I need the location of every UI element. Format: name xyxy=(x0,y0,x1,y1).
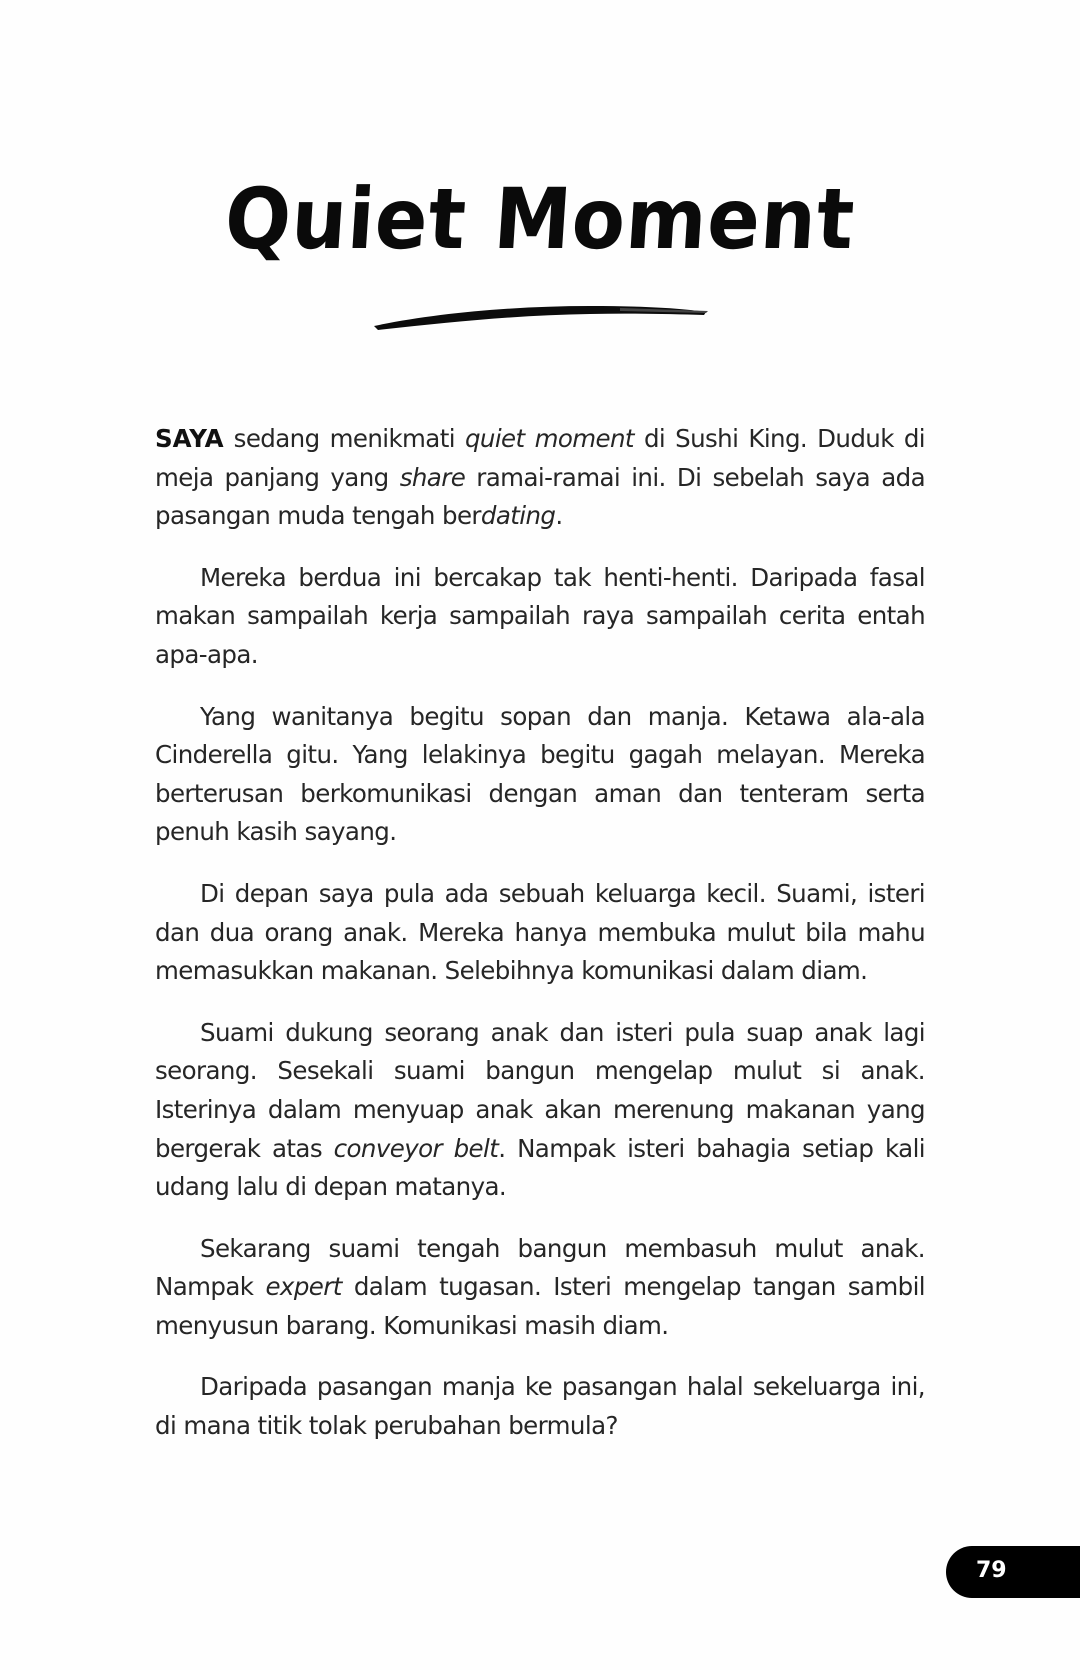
brush-underline-icon xyxy=(370,296,710,332)
page-number: 79 xyxy=(976,1558,1007,1583)
paragraph xyxy=(155,1368,925,1445)
text-run: Daripada pasangan manja ke pasangan halal sekeluarga ini, di mana titik tolak perubahan bermula? xyxy=(155,1372,925,1441)
text-run: Yang wanitanya begitu sopan dan manja. Ketawa ala-ala Cinderella gitu. Yang lelakinya begitu gagah melayan. Mereka berterusan berkomunikasi dengan aman dan tenteram serta penuh kasih sayang. xyxy=(155,701,925,847)
text-run: Suami dukung seorang anak dan isteri pula suap anak lagi seorang. Sesekali suami bangun mengelap mulut si anak. Isterinya dalam menyuap anak akan merenung makanan yang bergerak atas xyxy=(155,1017,925,1163)
paragraph xyxy=(155,875,925,991)
page-number-badge xyxy=(946,1546,1080,1598)
italic-term: share xyxy=(399,462,466,492)
text-run: ramai-ramai ini. Di sebelah saya ada pasangan muda tengah ber xyxy=(155,462,925,531)
text-run: . Nampak isteri bahagia setiap kali udang lalu di depan matanya. xyxy=(155,1133,925,1202)
paragraph xyxy=(155,420,925,536)
italic-term: quiet moment xyxy=(464,424,634,453)
chapter-title: Quiet Moment xyxy=(222,170,858,268)
lead-in-word: SAYA xyxy=(155,424,224,453)
paragraph xyxy=(155,559,925,675)
text-run: di Sushi King. Duduk di meja panjang yang xyxy=(155,424,925,492)
text-run: Mereka berdua ini bercakap tak henti-henti. Daripada fasal makan sampailah kerja sampailah raya sampailah cerita entah apa-apa. xyxy=(155,562,925,669)
italic-term: conveyor belt xyxy=(333,1133,499,1163)
italic-term: expert xyxy=(265,1272,342,1302)
chapter-body xyxy=(155,420,925,1469)
text-run: Sekarang suami tengah bangun membasuh mulut anak. Nampak xyxy=(155,1233,925,1302)
paragraph xyxy=(155,1014,925,1207)
paragraph xyxy=(155,1230,925,1346)
text-run: sedang menikmati xyxy=(223,424,465,453)
paragraph xyxy=(155,698,925,852)
text-run: . xyxy=(555,501,563,531)
text-run: Di depan saya pula ada sebuah keluarga kecil. Suami, isteri dan dua orang anak. Mereka hanya membuka mulut bila mahu memasukkan makanan. Selebihnya komunikasi dalam diam. xyxy=(155,878,925,986)
text-run: dalam tugasan. Isteri mengelap tangan sambil menyusun barang. Komunikasi masih diam. xyxy=(155,1272,925,1340)
italic-term: dating xyxy=(480,501,556,531)
